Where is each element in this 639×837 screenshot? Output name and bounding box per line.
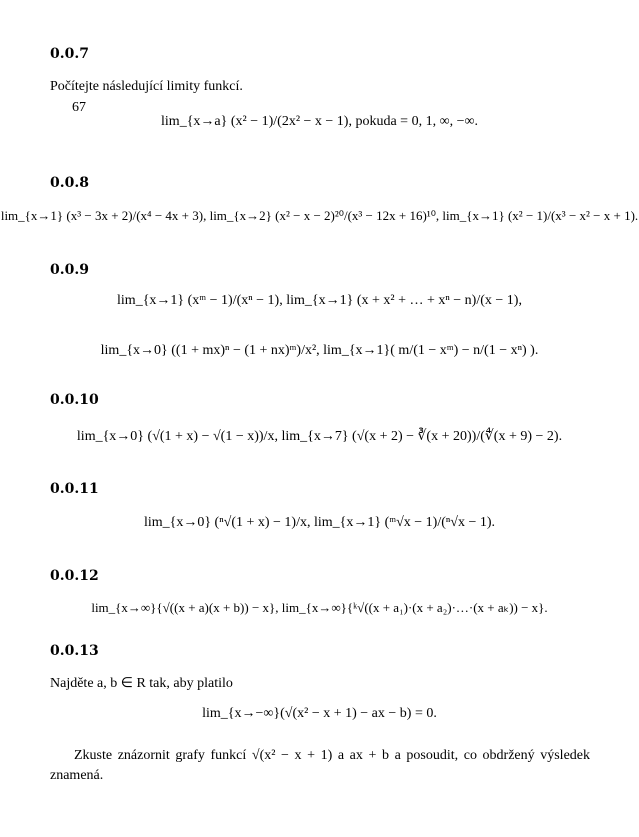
equation-0-0-9-line2: lim_{x→0} ((1 + mx)ⁿ − (1 + nx)ᵐ)/x², lim_{x→1}( m/(1 − xᵐ) − n/(1 − xⁿ) ).	[100, 343, 539, 358]
equation-0-0-8: lim_{x→1} (x³ − 3x + 2)/(x⁴ − 4x + 3), lim_{x→2} (x² − x − 2)²⁰/(x³ − 12x + 16)¹⁰, lim_{x→1} (x² − 1)/(x³ − x² − x + 1).	[0, 208, 639, 223]
margin-note: 67	[72, 100, 86, 115]
intro-text: Počítejte následující limity funkcí.	[50, 79, 243, 94]
section-heading-0-0-7: 0.0.7	[50, 46, 89, 62]
section-heading-0-0-12: 0.0.12	[50, 568, 99, 584]
section-heading-0-0-9: 0.0.9	[50, 262, 89, 278]
closing-paragraph: Zkuste znázornit grafy funkcí √(x² − x + 1) a ax + b a posoudit, co obdržený výsledek znamená.	[50, 748, 590, 783]
intro-text-0-0-13: Najděte a, b ∈ R tak, aby platilo	[50, 676, 233, 691]
equation-0-0-10: lim_{x→0} (√(1 + x) − √(1 − x))/x, lim_{x→7} (√(x + 2) − ∛(x + 20))/(∜(x + 9) − 2).	[76, 429, 563, 444]
equation-0-0-13: lim_{x→−∞}(√(x² − x + 1) − ax − b) = 0.	[202, 706, 437, 721]
section-heading-0-0-10: 0.0.10	[50, 392, 99, 408]
equation-0-0-12: lim_{x→∞}{√((x + a)(x + b)) − x}, lim_{x→∞}{ᵏ√((x + a₁)·(x + a₂)·…·(x + aₖ)) − x}.	[91, 600, 548, 615]
equation-0-0-11: lim_{x→0} (ⁿ√(1 + x) − 1)/x, lim_{x→1} (ᵐ√x − 1)/(ⁿ√x − 1).	[143, 515, 496, 530]
section-heading-0-0-13: 0.0.13	[50, 643, 99, 659]
equation-0-0-9-line1: lim_{x→1} (xᵐ − 1)/(xⁿ − 1), lim_{x→1} (x + x² + … + xⁿ − n)/(x − 1),	[117, 293, 522, 308]
equation-0-0-7: lim_{x→a} (x² − 1)/(2x² − x − 1), pokuda = 0, 1, ∞, −∞.	[161, 114, 478, 129]
section-heading-0-0-11: 0.0.11	[50, 481, 99, 497]
section-heading-0-0-8: 0.0.8	[50, 175, 89, 191]
